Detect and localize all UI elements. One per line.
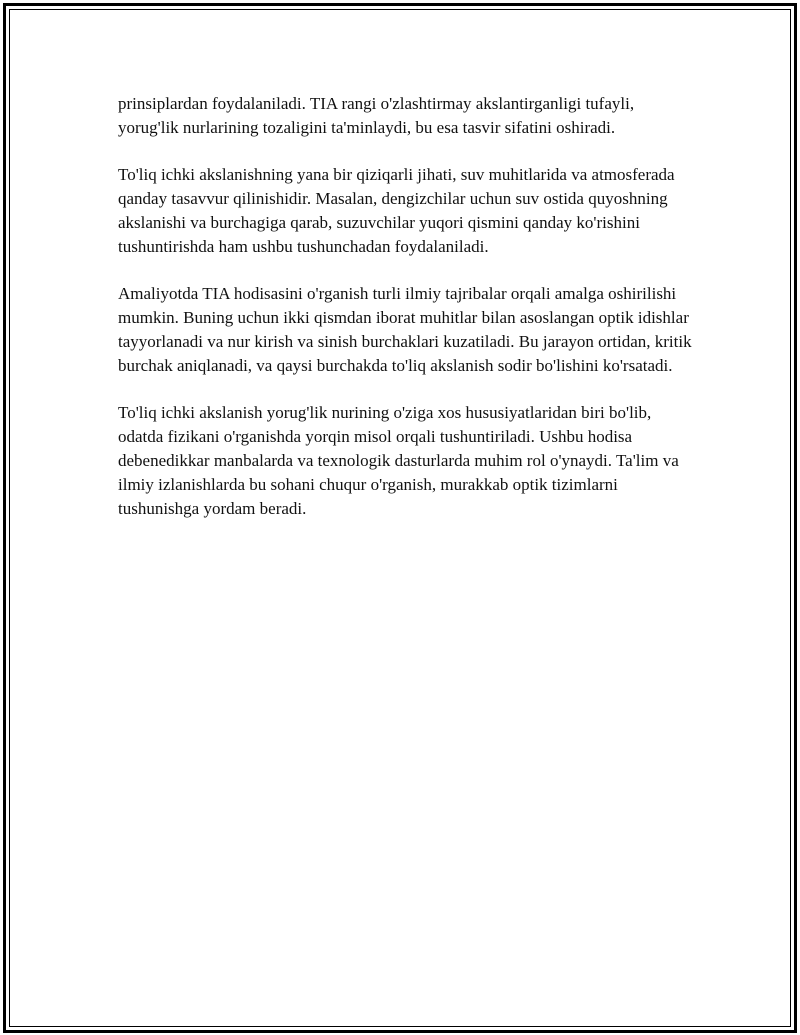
paragraph-1: prinsiplardan foydalaniladi. TIA rangi o'zlashtirmay akslantirganligi tufayli, yorug'lik nurlarining tozaligini ta'minlaydi, bu esa tasvir sifatini oshiradi. (118, 94, 635, 137)
paragraph-4: To'liq ichki akslanish yorug'lik nurining o'ziga xos hususiyatlaridan biri bo'lib, odatda fizikani o'rganishda yorqin misol orqali tushuntiriladi. Ushbu hodisa debenedikkar manbalarda va texnologik dasturlarda muhim rol o'ynaydi. Ta'lim va ilmiy izlanishlarda bu sohani chuqur o'rganish, murakkab optik tizimlarni tushunishga yordam beradi. (118, 403, 679, 518)
document-body (118, 92, 693, 544)
paragraph-2: To'liq ichki akslanishning yana bir qiziqarli jihati, suv muhitlarida va atmosferada qanday tasavvur qilinishidir. Masalan, dengizchilar uchun suv ostida quyoshning akslanishi va burchagiga qarab, suzuvchilar yuqori qismini qanday ko'rishini tushuntirishda ham ushbu tushunchadan foydalaniladi. (118, 165, 675, 256)
paragraph-3: Amaliyotda TIA hodisasini o'rganish turli ilmiy tajribalar orqali amalga oshirilishi mumkin. Buning uchun ikki qismdan iborat muhitlar bilan asoslangan optik idishlar tayyorlanadi va nur kirish va sinish burchaklari kuzatiladi. Bu jarayon ortidan, kritik burchak aniqlanadi, va qaysi burchakda to'liq akslanish sodir bo'lishini ko'rsatadi. (118, 284, 692, 375)
